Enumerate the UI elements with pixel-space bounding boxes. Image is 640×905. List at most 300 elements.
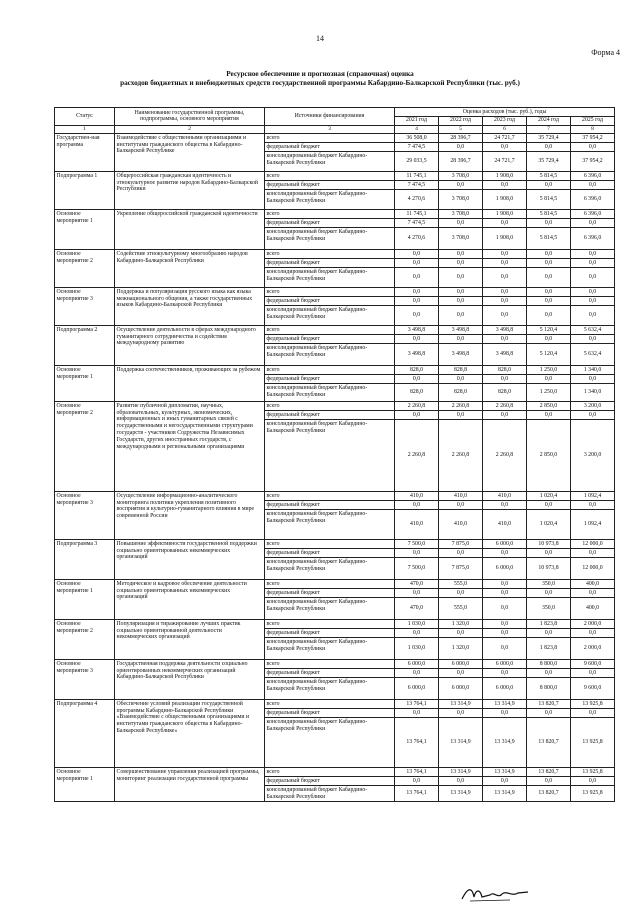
value-cell: 0,0 [483,297,527,306]
status-cell: Основное мероприятие 3 [55,492,115,540]
value-cell: 0,0 [571,143,615,152]
value-cell: 2 850,0 [527,402,571,411]
status-cell: Государствен-ная программа [55,134,115,172]
value-cell: 13 820,7 [527,786,571,802]
value-cell: 6 396,0 [571,210,615,219]
value-cell: 0,0 [483,219,527,228]
value-cell: 2 850,0 [527,420,571,492]
title-line-2: расходов бюджетных и внебюджетных средств государственной программы Кабардино-Балкарской Республики (тыс. руб.) [120,79,520,87]
source-cell: консолидированный бюджет Кабардино-Балкарской Республики [265,268,395,288]
table-row [55,540,615,549]
value-cell: 0,0 [527,629,571,638]
value-cell: 13 925,8 [571,700,615,709]
program-name-cell: Развитие публичной дипломатии, научных, образовательных, культурных, экономических, информационных и иных гуманитарных связей с государственными и негосударственными структурами государств - участников Содружества Независимых Государств, других иностранных государств, с международными и региональными организациями [115,402,265,492]
value-cell: 0,0 [483,335,527,344]
value-cell: 0,0 [571,259,615,268]
source-cell: консолидированный бюджет Кабардино-Балкарской Республики [265,152,395,172]
value-cell: 3 708,0 [439,210,483,219]
status-cell: Подпрограмма 3 [55,540,115,580]
value-cell: 1 250,0 [527,384,571,402]
value-cell: 13 314,9 [439,700,483,709]
value-cell: 0,0 [439,297,483,306]
title-line-1: Ресурсное обеспечение и прогнозная (справочная) оценка [226,70,414,78]
resource-table-wrap [54,107,614,802]
source-cell: федеральный бюджет [265,143,395,152]
value-cell: 1 030,0 [395,638,439,660]
source-cell: всего [265,366,395,375]
value-cell: 470,0 [395,598,439,620]
value-cell: 2 000,0 [571,638,615,660]
program-name-cell: Укрепление общероссийской гражданской идентичности [115,210,265,250]
value-cell: 0,0 [483,143,527,152]
value-cell: 1 020,4 [527,510,571,540]
program-name-cell: Поддержка и популяризация русского языка как языка межнационального общения, а также государственных языков Кабардино-Балкарской Республики [115,288,265,326]
value-cell: 0,0 [483,549,527,558]
status-cell: Подпрограмма 2 [55,326,115,366]
value-cell: 13 314,9 [439,768,483,777]
value-cell: 0,0 [395,629,439,638]
value-cell: 0,0 [571,268,615,288]
value-cell: 0,0 [571,709,615,718]
value-cell: 6 396,0 [571,190,615,210]
value-cell: 0,0 [571,669,615,678]
value-cell: 828,0 [395,366,439,375]
value-cell: 12 000,0 [571,558,615,580]
value-cell: 0,0 [395,306,439,326]
value-cell: 24 721,7 [483,152,527,172]
value-cell: 3 708,0 [439,190,483,210]
value-cell: 13 820,7 [527,768,571,777]
value-cell: 0,0 [527,306,571,326]
program-name-cell: Общероссийская гражданская идентичность и этнокультурное развитие народов Кабардино-Балкарской Республики [115,172,265,210]
table-row [55,172,615,181]
status-cell: Основное мероприятие 1 [55,580,115,620]
value-cell: 36 508,0 [395,134,439,143]
program-name-cell: Осуществление деятельности в сферах международного гуманитарного сотрудничества и содействия международному развитию [115,326,265,366]
value-cell: 555,0 [439,580,483,589]
value-cell: 11 745,1 [395,172,439,181]
source-cell: консолидированный бюджет Кабардино-Балкарской Республики [265,638,395,660]
column-number: 1 [55,125,115,134]
value-cell: 1 030,0 [395,620,439,629]
value-cell: 0,0 [439,549,483,558]
value-cell: 0,0 [395,777,439,786]
source-cell: консолидированный бюджет Кабардино-Балкарской Республики [265,190,395,210]
value-cell: 5 814,5 [527,228,571,250]
value-cell: 828,8 [439,366,483,375]
value-cell: 0,0 [395,268,439,288]
value-cell: 3 200,0 [571,402,615,411]
status-cell: Основное мероприятие 2 [55,620,115,660]
source-cell: федеральный бюджет [265,669,395,678]
value-cell: 0,0 [571,297,615,306]
table-row [55,768,615,777]
value-cell: 2 260,8 [483,402,527,411]
header-name: Наименование государственной программы, подпрограммы, основного мероприятия [115,108,265,126]
source-cell: федеральный бюджет [265,709,395,718]
value-cell: 1 908,0 [483,228,527,250]
value-cell: 0,0 [483,288,527,297]
header-year: 2025 год [571,116,615,125]
value-cell: 0,0 [395,549,439,558]
value-cell: 410,0 [395,492,439,501]
value-cell: 410,0 [483,510,527,540]
value-cell: 3 498,8 [483,326,527,335]
source-cell: консолидированный бюджет Кабардино-Балкарской Республики [265,344,395,366]
value-cell: 0,0 [483,669,527,678]
value-cell: 0,0 [483,181,527,190]
value-cell: 7 474,5 [395,181,439,190]
value-cell: 0,0 [395,589,439,598]
value-cell: 0,0 [395,288,439,297]
value-cell: 0,0 [483,638,527,660]
value-cell: 13 314,9 [483,718,527,768]
value-cell: 0,0 [483,777,527,786]
value-cell: 3 498,8 [483,344,527,366]
value-cell: 1 320,0 [439,620,483,629]
value-cell: 28 396,7 [439,152,483,172]
value-cell: 6 000,0 [483,678,527,700]
form-label: Форма 4 [591,48,620,57]
value-cell: 1 340,0 [571,384,615,402]
source-cell: федеральный бюджет [265,259,395,268]
value-cell: 6 000,0 [439,660,483,669]
source-cell: всего [265,210,395,219]
value-cell: 35 729,4 [527,134,571,143]
page-number: 14 [316,34,324,43]
value-cell: 0,0 [527,777,571,786]
value-cell: 0,0 [571,288,615,297]
value-cell: 0,0 [571,777,615,786]
value-cell: 5 120,4 [527,326,571,335]
table-row [55,288,615,297]
program-name-cell: Повышение эффективности государственной поддержки социально ориентированных некоммерческих организаций [115,540,265,580]
value-cell: 0,0 [395,250,439,259]
value-cell: 400,0 [571,598,615,620]
value-cell: 555,0 [439,598,483,620]
status-cell: Основное мероприятие 1 [55,768,115,802]
value-cell: 0,0 [527,259,571,268]
source-cell: федеральный бюджет [265,629,395,638]
value-cell: 9 600,0 [571,678,615,700]
source-cell: всего [265,288,395,297]
value-cell: 13 314,9 [483,700,527,709]
value-cell: 2 260,8 [395,420,439,492]
value-cell: 0,0 [571,589,615,598]
status-cell: Основное мероприятие 2 [55,402,115,492]
column-number: 5 [439,125,483,134]
source-cell: всего [265,620,395,629]
value-cell: 0,0 [527,709,571,718]
value-cell: 5 814,5 [527,172,571,181]
value-cell: 28 396,7 [439,134,483,143]
value-cell: 0,0 [571,411,615,420]
value-cell: 13 314,9 [483,768,527,777]
value-cell: 0,0 [571,501,615,510]
value-cell: 1 908,0 [483,190,527,210]
value-cell: 6 000,0 [439,678,483,700]
program-name-cell: Обеспечение условий реализации государственной программы Кабардино-Балкарской Республики «Взаимодействие с общественными организациями и институтами гражданского общества в Кабардино-Балкарской Республике» [115,700,265,768]
value-cell: 2 260,8 [439,402,483,411]
value-cell: 13 314,9 [439,786,483,802]
value-cell: 0,0 [439,335,483,344]
source-cell: консолидированный бюджет Кабардино-Балкарской Республики [265,384,395,402]
value-cell: 0,0 [483,306,527,326]
column-number: 6 [483,125,527,134]
resource-table [54,107,615,802]
value-cell: 3 498,8 [439,326,483,335]
value-cell: 13 314,9 [483,786,527,802]
program-name-cell: Осуществление информационно-аналитического мониторинга политики укрепления позитивного восприятия и культурно-гуманитарного влияния в мире современной России [115,492,265,540]
value-cell: 0,0 [439,501,483,510]
source-cell: всего [265,540,395,549]
value-cell: 0,0 [439,777,483,786]
column-number: 7 [527,125,571,134]
source-cell: федеральный бюджет [265,335,395,344]
value-cell: 0,0 [439,288,483,297]
column-number: 2 [115,125,265,134]
value-cell: 13 820,7 [527,718,571,768]
value-cell: 828,0 [483,384,527,402]
column-number: 8 [571,125,615,134]
value-cell: 410,0 [395,510,439,540]
status-cell: Основное мероприятие 2 [55,250,115,288]
program-name-cell: Совершенствование управления реализацией программы, мониторинг реализации государственной программы [115,768,265,802]
value-cell: 0,0 [571,181,615,190]
value-cell: 0,0 [571,306,615,326]
value-cell: 0,0 [483,375,527,384]
value-cell: 0,0 [571,375,615,384]
value-cell: 10 973,8 [527,558,571,580]
value-cell: 0,0 [439,375,483,384]
value-cell: 5 814,5 [527,210,571,219]
value-cell: 13 764,1 [395,700,439,709]
status-cell: Основное мероприятие 3 [55,660,115,700]
value-cell: 0,0 [395,259,439,268]
source-cell: всего [265,580,395,589]
signature-image [460,885,530,903]
value-cell: 6 000,0 [395,678,439,700]
value-cell: 0,0 [483,709,527,718]
value-cell: 400,0 [571,580,615,589]
value-cell: 6 396,0 [571,228,615,250]
value-cell: 13 764,1 [395,768,439,777]
value-cell: 0,0 [483,589,527,598]
source-cell: всего [265,250,395,259]
value-cell: 13 314,9 [439,718,483,768]
value-cell: 0,0 [571,219,615,228]
source-cell: консолидированный бюджет Кабардино-Балкарской Республики [265,228,395,250]
table-row [55,326,615,335]
value-cell: 37 954,2 [571,134,615,143]
value-cell: 0,0 [439,669,483,678]
value-cell: 0,0 [483,259,527,268]
source-cell: федеральный бюджет [265,777,395,786]
source-cell: всего [265,326,395,335]
value-cell: 0,0 [527,288,571,297]
value-cell: 0,0 [483,598,527,620]
status-cell: Основное мероприятие 3 [55,288,115,326]
program-name-cell: Поддержка соотечественников, проживающих за рубежом [115,366,265,402]
value-cell: 1 908,0 [483,172,527,181]
value-cell: 0,0 [395,335,439,344]
column-number: 4 [395,125,439,134]
value-cell: 0,0 [527,219,571,228]
value-cell: 0,0 [527,669,571,678]
source-cell: консолидированный бюджет Кабардино-Балкарской Республики [265,598,395,620]
value-cell: 5 632,4 [571,344,615,366]
source-cell: всего [265,660,395,669]
document-title [40,70,600,88]
value-cell: 0,0 [571,335,615,344]
value-cell: 1 092,4 [571,492,615,501]
value-cell: 0,0 [571,549,615,558]
value-cell: 3 708,0 [439,228,483,250]
table-row [55,492,615,501]
value-cell: 5 632,4 [571,326,615,335]
value-cell: 828,0 [483,366,527,375]
value-cell: 0,0 [483,268,527,288]
value-cell: 7 875,0 [439,558,483,580]
value-cell: 6 000,0 [483,660,527,669]
value-cell: 0,0 [571,629,615,638]
status-cell: Подпрограмма 4 [55,700,115,768]
value-cell: 0,0 [527,297,571,306]
value-cell: 3 498,8 [439,344,483,366]
header-source: Источники финансирования [265,108,395,126]
value-cell: 2 260,8 [395,402,439,411]
value-cell: 410,0 [439,510,483,540]
value-cell: 8 800,0 [527,660,571,669]
value-cell: 0,0 [527,375,571,384]
table-row [55,620,615,629]
value-cell: 6 000,0 [483,540,527,549]
value-cell: 0,0 [483,620,527,629]
value-cell: 0,0 [527,335,571,344]
value-cell: 0,0 [395,297,439,306]
source-cell: федеральный бюджет [265,589,395,598]
value-cell: 3 708,0 [439,172,483,181]
table-row [55,660,615,669]
value-cell: 13 820,7 [527,700,571,709]
value-cell: 0,0 [439,181,483,190]
value-cell: 29 033,5 [395,152,439,172]
value-cell: 7 500,0 [395,540,439,549]
source-cell: всего [265,768,395,777]
value-cell: 3 200,0 [571,420,615,492]
value-cell: 7 875,0 [439,540,483,549]
value-cell: 0,0 [439,268,483,288]
value-cell: 3 498,8 [395,326,439,335]
value-cell: 12 000,0 [571,540,615,549]
value-cell: 4 270,6 [395,228,439,250]
value-cell: 350,0 [527,580,571,589]
value-cell: 0,0 [571,250,615,259]
value-cell: 7 474,5 [395,143,439,152]
source-cell: всего [265,134,395,143]
value-cell: 0,0 [439,629,483,638]
value-cell: 470,0 [395,580,439,589]
status-cell: Основное мероприятие 1 [55,366,115,402]
value-cell: 0,0 [395,501,439,510]
value-cell: 0,0 [439,589,483,598]
value-cell: 0,0 [439,250,483,259]
header-year: 2022 год [439,116,483,125]
source-cell: всего [265,172,395,181]
value-cell: 0,0 [439,411,483,420]
source-cell: консолидированный бюджет Кабардино-Балкарской Республики [265,786,395,802]
value-cell: 1 908,0 [483,210,527,219]
value-cell: 2 000,0 [571,620,615,629]
value-cell: 410,0 [483,492,527,501]
value-cell: 0,0 [395,375,439,384]
value-cell: 13 925,8 [571,768,615,777]
value-cell: 0,0 [395,709,439,718]
value-cell: 410,0 [439,492,483,501]
value-cell: 13 764,1 [395,718,439,768]
source-cell: консолидированный бюджет Кабардино-Балкарской Республики [265,420,395,492]
value-cell: 0,0 [483,411,527,420]
source-cell: федеральный бюджет [265,549,395,558]
value-cell: 1 020,4 [527,492,571,501]
value-cell: 7 500,0 [395,558,439,580]
status-cell: Подпрограмма 1 [55,172,115,210]
value-cell: 0,0 [527,181,571,190]
table-row [55,366,615,375]
status-cell: Основное мероприятие 1 [55,210,115,250]
source-cell: консолидированный бюджет Кабардино-Балкарской Республики [265,306,395,326]
value-cell: 13 925,8 [571,718,615,768]
value-cell: 6 000,0 [483,558,527,580]
source-cell: консолидированный бюджет Кабардино-Балкарской Республики [265,510,395,540]
header-estimate: Оценка расходов (тыс. руб.), годы [395,108,615,117]
value-cell: 5 120,4 [527,344,571,366]
value-cell: 6 000,0 [395,660,439,669]
value-cell: 0,0 [439,143,483,152]
table-row [55,250,615,259]
value-cell: 0,0 [439,259,483,268]
header-year: 2021 год [395,116,439,125]
source-cell: консолидированный бюджет Кабардино-Балкарской Республики [265,558,395,580]
value-cell: 1 320,0 [439,638,483,660]
table-body [55,134,615,802]
value-cell: 0,0 [483,629,527,638]
source-cell: федеральный бюджет [265,375,395,384]
source-cell: консолидированный бюджет Кабардино-Балкарской Республики [265,718,395,768]
value-cell: 828,0 [439,384,483,402]
source-cell: федеральный бюджет [265,219,395,228]
value-cell: 11 745,1 [395,210,439,219]
table-row [55,700,615,709]
value-cell: 13 764,1 [395,786,439,802]
value-cell: 0,0 [527,250,571,259]
value-cell: 0,0 [483,501,527,510]
value-cell: 1 092,4 [571,510,615,540]
table-row [55,402,615,411]
value-cell: 0,0 [527,549,571,558]
source-cell: всего [265,492,395,501]
header-year: 2023 год [483,116,527,125]
header-year: 2024 год [527,116,571,125]
program-name-cell: Взаимодействие с общественными организациями и институтами гражданского общества в Кабардино-Балкарской Республике [115,134,265,172]
value-cell: 828,0 [395,384,439,402]
table-row [55,580,615,589]
value-cell: 0,0 [395,669,439,678]
value-cell: 5 814,5 [527,190,571,210]
value-cell: 0,0 [527,589,571,598]
value-cell: 0,0 [439,306,483,326]
source-cell: федеральный бюджет [265,297,395,306]
